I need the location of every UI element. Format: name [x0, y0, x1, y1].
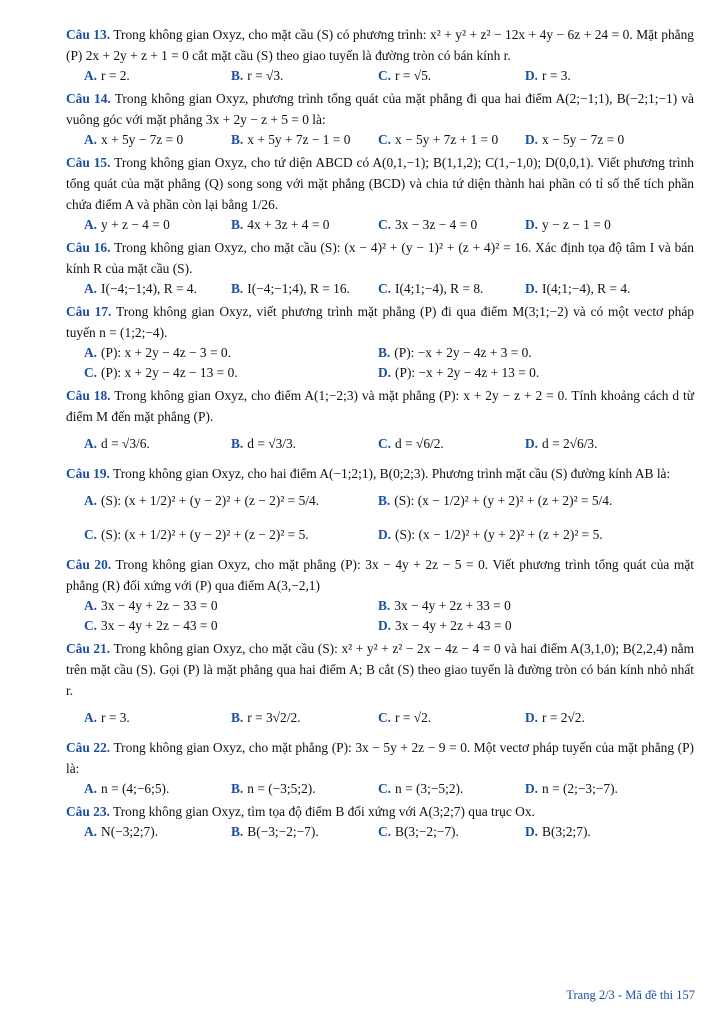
question-20 [66, 554, 694, 636]
question-number: Câu 21. [66, 641, 111, 656]
question-text: Trong không gian Oxyz, cho mặt cầu (S) có phương trình: x² + y² + z² − 12x + 4y − 6z + 24 = 0. Mặt phẳng (P) 2x + 2y + z + 1 = 0 cắt mặt cầu (S) theo giao tuyến là đường tròn có bán kính r. [66, 27, 694, 63]
option-b[interactable]: B. (P): −x + 2y − 4z + 3 = 0. [378, 345, 532, 360]
option-d[interactable]: D. x − 5y − 7z = 0 [525, 132, 625, 147]
question-text: Trong không gian Oxyz, cho tứ diện ABCD có A(0,1,−1); B(1,1,2); C(1,−1,0); D(0,0,1). Viết phương trình tổng quát của mặt phẳng (Q) song song với mặt phẳng (BCD) và chia tứ diện thành hai phần có tỉ số thể tích phần chứa điểm A và phần còn lại bằng 1/26. [66, 155, 694, 212]
exam-page [66, 24, 694, 844]
option-c[interactable]: C. (S): (x + 1/2)² + (y − 2)² + (z − 2)² = 5. [84, 527, 309, 542]
option-d[interactable]: D. (P): −x + 2y − 4z + 13 = 0. [378, 365, 540, 380]
page-footer: Trang 2/3 - Mã đề thi 157 [566, 988, 695, 1002]
question-number: Câu 16. [66, 240, 111, 255]
option-b[interactable]: B. B(−3;−2;−7). [231, 824, 319, 839]
question-22 [66, 737, 694, 799]
option-b[interactable]: B. d = √3/3. [231, 436, 297, 451]
option-b[interactable]: B. r = 3√2/2. [231, 710, 301, 725]
option-c[interactable]: C. r = √2. [378, 710, 432, 725]
question-17 [66, 301, 694, 383]
option-a[interactable]: A. 3x − 4y + 2z − 33 = 0 [84, 598, 218, 613]
option-a[interactable]: A. y + z − 4 = 0 [84, 217, 170, 232]
option-a[interactable]: A. I(−4;−1;4), R = 4. [84, 281, 197, 296]
option-c[interactable]: C. r = √5. [378, 68, 432, 83]
option-b[interactable]: B. r = √3. [231, 68, 284, 83]
question-23 [66, 801, 694, 842]
option-d[interactable]: D. I(4;1;−4), R = 4. [525, 281, 631, 296]
option-b[interactable]: B. 4x + 3z + 4 = 0 [231, 217, 330, 232]
option-a[interactable]: A. N(−3;2;7). [84, 824, 159, 839]
option-b[interactable]: B. I(−4;−1;4), R = 16. [231, 281, 350, 296]
option-d[interactable]: D. r = 3. [525, 68, 571, 83]
option-a[interactable]: A. (P): x + 2y − 4z − 3 = 0. [84, 345, 231, 360]
option-d[interactable]: D. y − z − 1 = 0 [525, 217, 611, 232]
question-13 [66, 24, 694, 86]
question-number: Câu 23. [66, 804, 110, 819]
question-text: Trong không gian Oxyz, cho mặt phẳng (P): 3x − 5y + 2z − 9 = 0. Một vectơ pháp tuyến của mặt phẳng (P) là: [66, 740, 694, 776]
question-16 [66, 237, 694, 299]
option-a[interactable]: A. r = 3. [84, 710, 130, 725]
question-number: Câu 13. [66, 27, 111, 42]
question-text: Trong không gian Oxyz, viết phương trình mặt phẳng (P) đi qua điểm M(3;1;−2) và có một vectơ pháp tuyến n = (1;2;−4). [66, 304, 694, 340]
question-text: Trong không gian Oxyz, cho mặt cầu (S): (x − 4)² + (y − 1)² + (z + 4)² = 16. Xác định tọa độ tâm I và bán kính R của mặt cầu (S). [66, 240, 694, 276]
question-18 [66, 385, 694, 461]
option-a[interactable]: A. x + 5y − 7z = 0 [84, 132, 184, 147]
option-a[interactable]: A. (S): (x + 1/2)² + (y − 2)² + (z − 2)² = 5/4. [84, 493, 320, 508]
option-a[interactable]: A. d = √3/6. [84, 436, 150, 451]
option-c[interactable]: C. I(4;1;−4), R = 8. [378, 281, 484, 296]
option-c[interactable]: C. d = √6/2. [378, 436, 444, 451]
option-d[interactable]: D. 3x − 4y + 2z + 43 = 0 [378, 618, 512, 633]
option-c[interactable]: C. 3x − 4y + 2z − 43 = 0 [84, 618, 218, 633]
option-d[interactable]: D. B(3;2;7). [525, 824, 591, 839]
question-21 [66, 638, 694, 735]
option-a[interactable]: A. r = 2. [84, 68, 130, 83]
question-14 [66, 88, 694, 150]
option-d[interactable]: D. n = (2;−3;−7). [525, 781, 618, 796]
option-c[interactable]: C. n = (3;−5;2). [378, 781, 464, 796]
question-text: Trong không gian Oxyz, cho điểm A(1;−2;3) và mặt phẳng (P): x + 2y − z + 2 = 0. Tính khoảng cách d từ điểm M đến mặt phẳng (P). [66, 388, 694, 424]
option-d[interactable]: D. d = 2√6/3. [525, 436, 598, 451]
question-number: Câu 20. [66, 557, 112, 572]
question-number: Câu 18. [66, 388, 111, 403]
option-c[interactable]: C. x − 5y + 7z + 1 = 0 [378, 132, 499, 147]
option-c[interactable]: C. (P): x + 2y − 4z − 13 = 0. [84, 365, 238, 380]
question-text: Trong không gian Oxyz, tìm tọa độ điểm B đối xứng với A(3;2;7) qua trục Ox. [113, 804, 535, 819]
option-b[interactable]: B. n = (−3;5;2). [231, 781, 316, 796]
option-d[interactable]: D. r = 2√2. [525, 710, 585, 725]
question-number: Câu 14. [66, 91, 111, 106]
question-number: Câu 19. [66, 466, 110, 481]
question-text: Trong không gian Oxyz, cho mặt phẳng (P): 3x − 4y + 2z − 5 = 0. Viết phương trình tổng quát của mặt phẳng (R) đối xứng với (P) qua điểm A(3,−2,1) [66, 557, 695, 593]
option-c[interactable]: C. B(3;−2;−7). [378, 824, 459, 839]
option-b[interactable]: B. (S): (x − 1/2)² + (y + 2)² + (z + 2)² = 5/4. [378, 493, 613, 508]
question-number: Câu 22. [66, 740, 111, 755]
option-a[interactable]: A. n = (4;−6;5). [84, 781, 170, 796]
option-d[interactable]: D. (S): (x − 1/2)² + (y + 2)² + (z + 2)² = 5. [378, 527, 603, 542]
question-19 [66, 463, 694, 552]
question-text: Trong không gian Oxyz, cho mặt cầu (S): x² + y² + z² − 2x − 4z − 4 = 0 và hai điểm A(3,1,0); B(2,2,4) nằm trên mặt cầu (S). Gọi (P) là mặt phẳng qua hai điểm A; B cắt (S) theo giao tuyến là đường tròn có bán kính nhỏ nhất r. [66, 641, 695, 698]
question-15 [66, 152, 694, 235]
question-text: Trong không gian Oxyz, cho hai điểm A(−1;2;1), B(0;2;3). Phương trình mặt cầu (S) đường kính AB là: [113, 466, 671, 481]
question-number: Câu 15. [66, 155, 111, 170]
option-c[interactable]: C. 3x − 3z − 4 = 0 [378, 217, 478, 232]
option-b[interactable]: B. 3x − 4y + 2z + 33 = 0 [378, 598, 511, 613]
option-b[interactable]: B. x + 5y + 7z − 1 = 0 [231, 132, 351, 147]
question-text: Trong không gian Oxyz, phương trình tổng quát của mặt phẳng đi qua hai điểm A(2;−1;1), B(−2;1;−1) và vuông góc với mặt phẳng 3x + 2y − z + 5 = 0 là: [66, 91, 695, 127]
question-number: Câu 17. [66, 304, 112, 319]
